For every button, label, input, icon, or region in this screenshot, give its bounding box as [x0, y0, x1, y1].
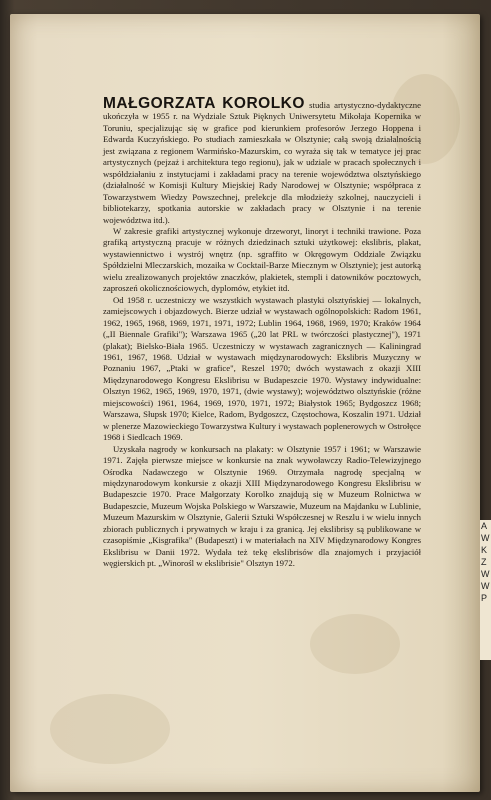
fragment-letter: P: [481, 593, 488, 603]
paragraph-text: studia artystyczno-dydaktyczne ukończyła w 1955 r. na Wydziale Sztuk Pięknych Uniwersytetu Mikołaja Kopernika w Toruniu, specjalizując się w grafice pod kierunkiem profesorów Jerzego Hoppena i Edwarda Kuczyńskiego. Po studiach zamieszkała w Olsztynie; całą swoją działalnością jest związana z regionem Warmińsko-Mazurskim, co wyraża się tak w tematyce jej prac artystycznych (pejzaż i architektura tego regionu), jak w udziale w pracach społecznych i współdziałaniu z instytucjami i zakładami pracy na terenie województwa olsztyńskiego (działalność w Komisji Kultury Miejskiej Rady Narodowej w Olsztynie; współpraca z Towarzystwem Wiedzy Powszechnej, prelekcje dla młodzieży szkolnej, nauczycieli i bibliotekarzy, spotkania autorskie w zakładach pracy w Olsztynie i na terenie województwa itd.).: [103, 100, 421, 225]
paragraph-techniques: W zakresie grafiki artystycznej wykonuje drzeworyt, linoryt i techniki trawione. Poza grafiką artystyczną pracuje w różnych dziedzinach sztuki użytkowej: ekslibris, plakat, wystawiennictwo i wystrój wnętrz (np. sgraffito w Okręgowym Oddziale Związku Spółdzielni Mleczarskich, mozaika w Cocktail-Barze Miecznym w Olsztynie); jest autorką wielu zrealizowanych projektów znaczków, plakietek, stempli i datowników pocztowych, zaproszeń okolicznościowych, dyplomów, etykiet itd.: [103, 225, 421, 294]
fragment-letter: A: [481, 521, 488, 531]
fragment-letter: W: [481, 569, 490, 579]
fragment-letter: Z: [481, 557, 487, 567]
paragraph-intro: [103, 97, 421, 226]
paragraph-awards: Uzyskała nagrody w konkursach na plakaty: w Olsztynie 1957 i 1961; w Warszawie 1971. Zajęła pierwsze miejsce w konkursie na znak wywoławczy Radio-Telewizyjnego Ośrodka Nadawczego w Olsztynie 1969. Otrzymała nagrodę specjalną w międzynarodowym konkursie z okazji XIII Międzynarodowego Kongresu Ekslibrisu w Budapeszcie 1970. Prace Małgorzaty Korolko znajdują się w Muzeum Rolnictwa w Budapeszcie, Muzeum Wojska Polskiego w Warszawie, Muzeum na Majdanku w Lublinie, Muzeum Mazurskim w Olsztynie, Galerii Sztuki Współczesnej w Reszlu i w wielu innych zbiorach publicznych i prywatnych w kraju i za granicą. Jej ekslibrisy są publikowane w czasopiśmie „Kisgrafika" (Budapeszt) i w materiałach na XIV Międzynarodowy Kongres Ekslibrisu w Danii 1972. Wydała też tekę ekslibrisów dla znajomych i przyjaciół węgierskich pt. „Winorośl w ekslibrisie" Olsztyn 1972.: [103, 443, 421, 569]
fragment-letter: W: [481, 533, 490, 543]
adjacent-page-edge: [480, 520, 491, 660]
paper-stain: [310, 614, 400, 674]
fragment-letter: K: [481, 545, 488, 555]
fragment-letter: W: [481, 581, 490, 591]
biography-text: [103, 97, 421, 570]
paper-stain: [50, 694, 170, 764]
author-name: MAŁGORZATA KOROLKO: [103, 95, 305, 112]
paragraph-exhibitions: Od 1958 r. uczestniczy we wszystkich wystawach plastyki olsztyńskiej — lokalnych, zamiejscowych i objazdowych. Bierze udział w wystawach ogólnopolskich: Radom 1961, 1962, 1965, 1968, 1969, 1971, 1971, 1972; Lublin 1964, 1968, 1969, 1970; Kraków 1964 („II Biennale Grafiki"); Warszawa 1965 („20 lat PRL w twórczości plastycznej"), 1971 (plakat); Bielsko-Biała 1965. Uczestniczy w wystawach zagranicznych — Kaliningrad 1961, 1967, 1968. Udział w wystawach międzynarodowych: Ekslibris Muzyczny w Poznaniu 1967, „Ptaki w grafice", Reszel 1970; dwóch wystawach z okazji XIII Międzynarodowego Kongresu Ekslibrisu w Budapeszcie 1970. Wystawy indywidualne: Olsztyn 1962, 1965, 1969, 1970, 1971, (dwie wystawy); województwo olsztyńskie (różne miejscowości) 1961, 1964, 1969, 1970, 1971, 1972; Białystok 1965; Bydgoszcz 1968; Warszawa, Słupsk 1970; Kielce, Radom, Bydgoszcz, Częstochowa, Koszalin 1971. Udział w plenerze Mazowieckiego Towarzystwa Kultury i wystawach poplenerowych w Ostrołęce 1968 i Siedlcach 1969.: [103, 294, 421, 443]
